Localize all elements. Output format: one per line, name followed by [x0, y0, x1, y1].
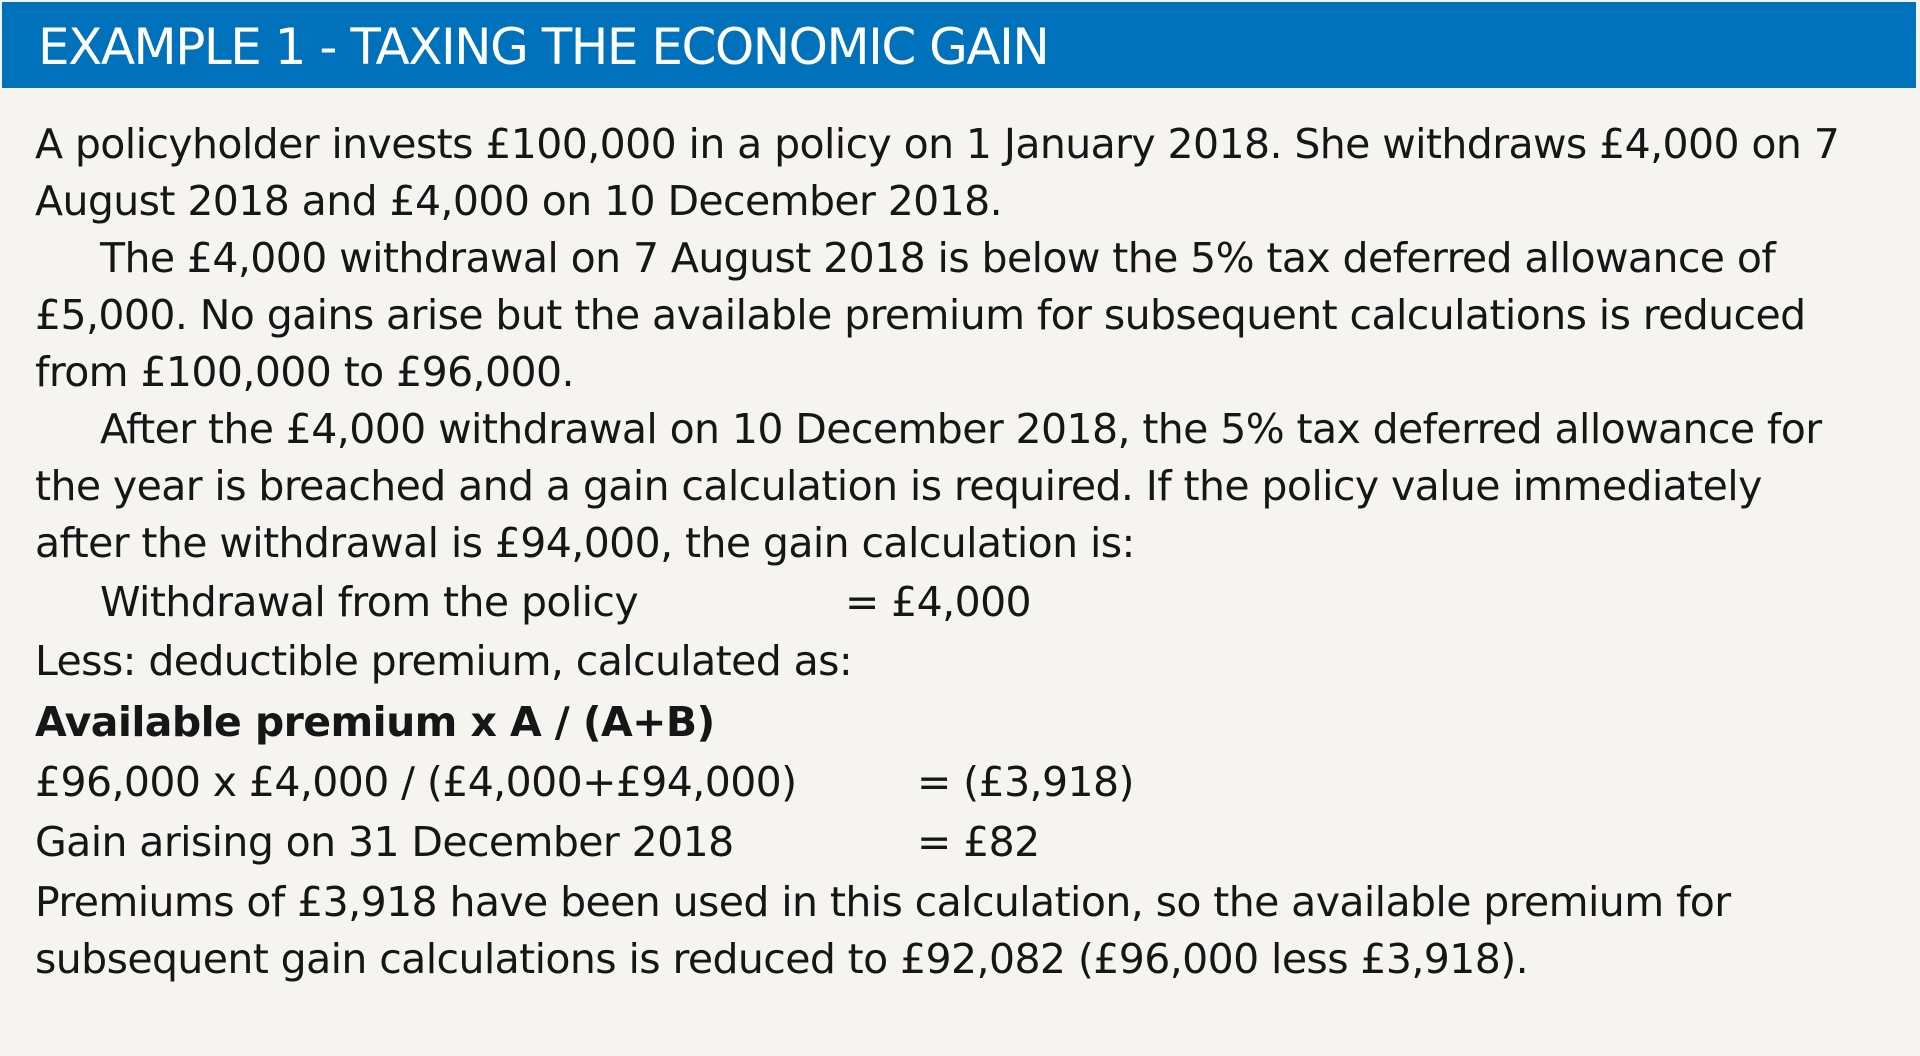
paragraph-2-line-2: £5,000. No gains arise but the available premium for subsequent calculations is reduced [35, 291, 1806, 339]
gain-label: Gain arising on 31 December 2018 [35, 818, 734, 866]
closing-line-1: Premiums of £3,918 have been used in this calculation, so the available premium for [35, 878, 1731, 926]
withdrawal-row [35, 574, 1895, 631]
formula-heading: Available premium x A / (A+B) [35, 698, 715, 746]
withdrawal-value: = £4,000 [845, 578, 1032, 626]
paragraph-2-line-3: from £100,000 to £96,000. [35, 348, 574, 396]
deductible-premium-label: £96,000 x £4,000 / (£4,000+£94,000) [35, 758, 797, 806]
paragraph-3-line-3: after the withdrawal is £94,000, the gain calculation is: [35, 519, 1135, 567]
example-title: EXAMPLE 1 - TAXING THE ECONOMIC GAIN [2, 2, 1916, 88]
paragraph-1-line-2: August 2018 and £4,000 on 10 December 2018. [35, 177, 1003, 225]
less-deductible-line: Less: deductible premium, calculated as: [35, 637, 853, 685]
gain-value: = £82 [917, 818, 1040, 866]
example-body [35, 116, 1895, 988]
deductible-premium-value: = (£3,918) [917, 758, 1134, 806]
gain-row [35, 814, 1895, 871]
paragraph-1-line-1: A policyholder invests £100,000 in a policy on 1 January 2018. She withdraws £4,000 on 7 [35, 120, 1840, 168]
paragraph-2-line-1: The £4,000 withdrawal on 7 August 2018 is below the 5% tax deferred allowance of [100, 234, 1776, 282]
deductible-premium-row [35, 754, 1895, 811]
paragraph-3-line-1: After the £4,000 withdrawal on 10 December 2018, the 5% tax deferred allowance for [100, 405, 1822, 453]
withdrawal-label: Withdrawal from the policy [100, 578, 639, 626]
paragraph-3-line-2: the year is breached and a gain calculation is required. If the policy value immediately [35, 462, 1762, 510]
closing-line-2: subsequent gain calculations is reduced to £92,082 (£96,000 less £3,918). [35, 935, 1529, 983]
